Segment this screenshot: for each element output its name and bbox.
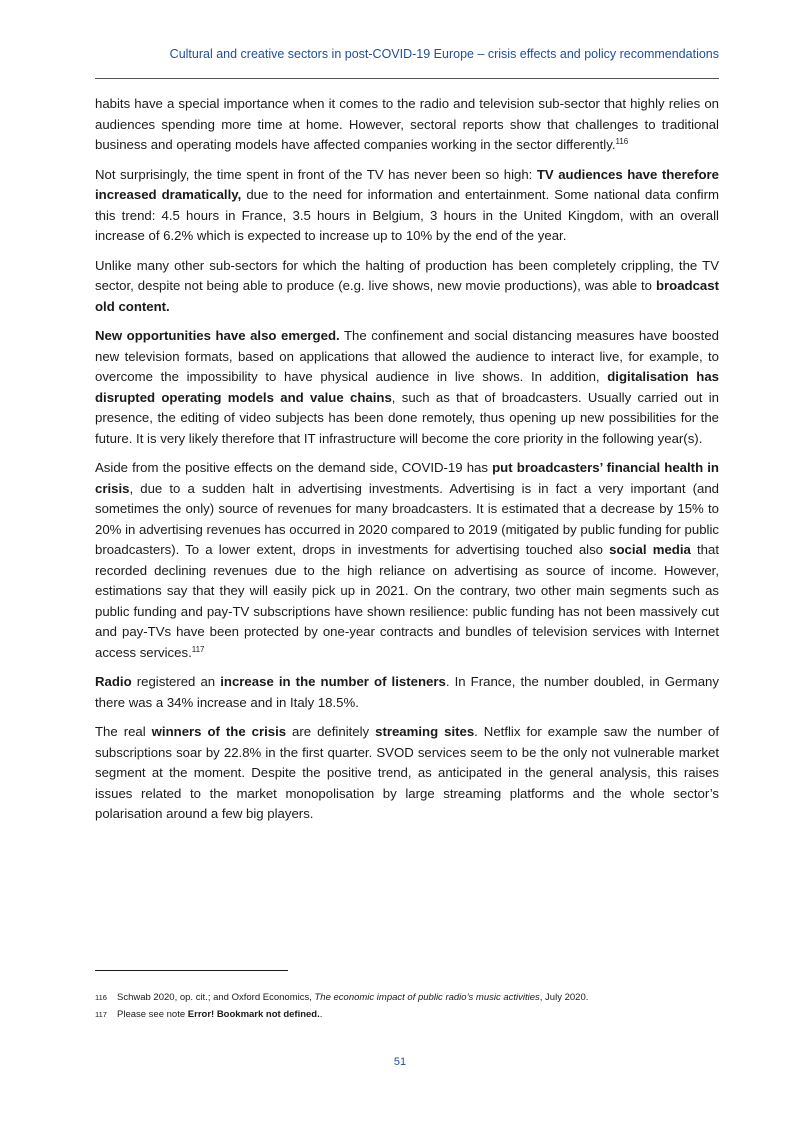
paragraph-2: Not surprisingly, the time spent in front of the TV has never been so high: TV audiences have therefore increased dramatically, due to the need for information and entertainment. Some national data confirm this trend: 4.5 hours in France, 3.5 hours in Belgium, 3 hours in the United Kingdom, with an overall increase of 6.2% which is expected to increase up to 10% by the end of the year. [95,166,719,243]
footnote-number: 117 [95,1010,107,1019]
paragraph-6: Radio registered an increase in the number of listeners. In France, the number doubled, in Germany there was a 34% increase and in Italy 18.5%. [95,674,719,710]
header-divider [95,78,719,79]
paragraph-7: The real winners of the crisis are definitely streaming sites. Netflix for example saw the number of subscriptions soar by 22.8% in the first quarter. SVOD services seem to be the only not vulnerable market segment at the moment. Despite the positive trend, as anticipated in the general analysis, this raises issues related to the market monopolisation by large streaming platforms and the whole sector’s polarisation around a few big players. [95,724,719,821]
footnote-ref-116[interactable]: 116 [615,137,629,146]
footnote-text: Schwab 2020, op. cit.; and Oxford Economics, The economic impact of public radio’s music activities, July 2020. [117,992,589,1003]
paragraph-5: Aside from the positive effects on the demand side, COVID-19 has put broadcasters’ financial health in crisis, due to a sudden halt in advertising investments. Advertising is in fact a very important (and sometimes the only) source of revenues for many broadcasters. It is estimated that a decrease by 15% to 20% in advertising revenues has occurred in 2020 compared to 2019 (mitigated by public funding for public broadcasters). To a lower extent, drops in investments for advertising touched also social media that recorded declining revenues due to the high reliance on advertising as source of income. However, estimations say that they will easily pick up in 2021. On the contrary, two other main segments such as public funding and pay-TV subscriptions have shown resilience: public funding has not been massively cut and pay-TVs have been protected by one-year contracts and bundles of television services with Internet access services.$^{117}$ [95,460,719,660]
body-text [95,94,719,834]
footnote-117 [95,1007,719,1022]
paragraph-3: Unlike many other sub-sectors for which the halting of production has been completely crippling, the TV sector, despite not being able to produce (e.g. live shows, new movie productions), was able to broadcast old content. [95,257,719,314]
running-header: Cultural and creative sectors in post-COVID-19 Europe – crisis effects and policy recommendations [169,47,719,61]
footnote-number: 116 [95,993,107,1002]
footnote-116 [95,990,719,1005]
paragraph-4: New opportunities have also emerged. The confinement and social distancing measures have boosted new television formats, based on applications that allowed the audience to interact live, for example, to overcome the impossibility to have physical audience in live shows. In addition, digitalisation has disrupted operating models and value chains, such as that of broadcasters. Usually carried out in presence, the editing of video subjects has been done remotely, thus opening up new possibilities for the future. It is very likely therefore that IT infrastructure will become the core priority in the following year(s). [95,328,719,446]
footnote-ref-117[interactable]: 117 [191,644,205,654]
footnote-text: Please see note Error! Bookmark not defined.. [117,1009,323,1020]
page-number: 51 [393,1056,407,1068]
footnotes [95,990,719,1024]
paragraph-1: habits have a special importance when it comes to the radio and television sub-sector that highly relies on audiences spending more time at home. However, sectoral reports show that challenges to traditional business and operating models have affected companies working in the sector differently.$^{116}$ [95,96,719,152]
footnote-divider [95,970,288,971]
